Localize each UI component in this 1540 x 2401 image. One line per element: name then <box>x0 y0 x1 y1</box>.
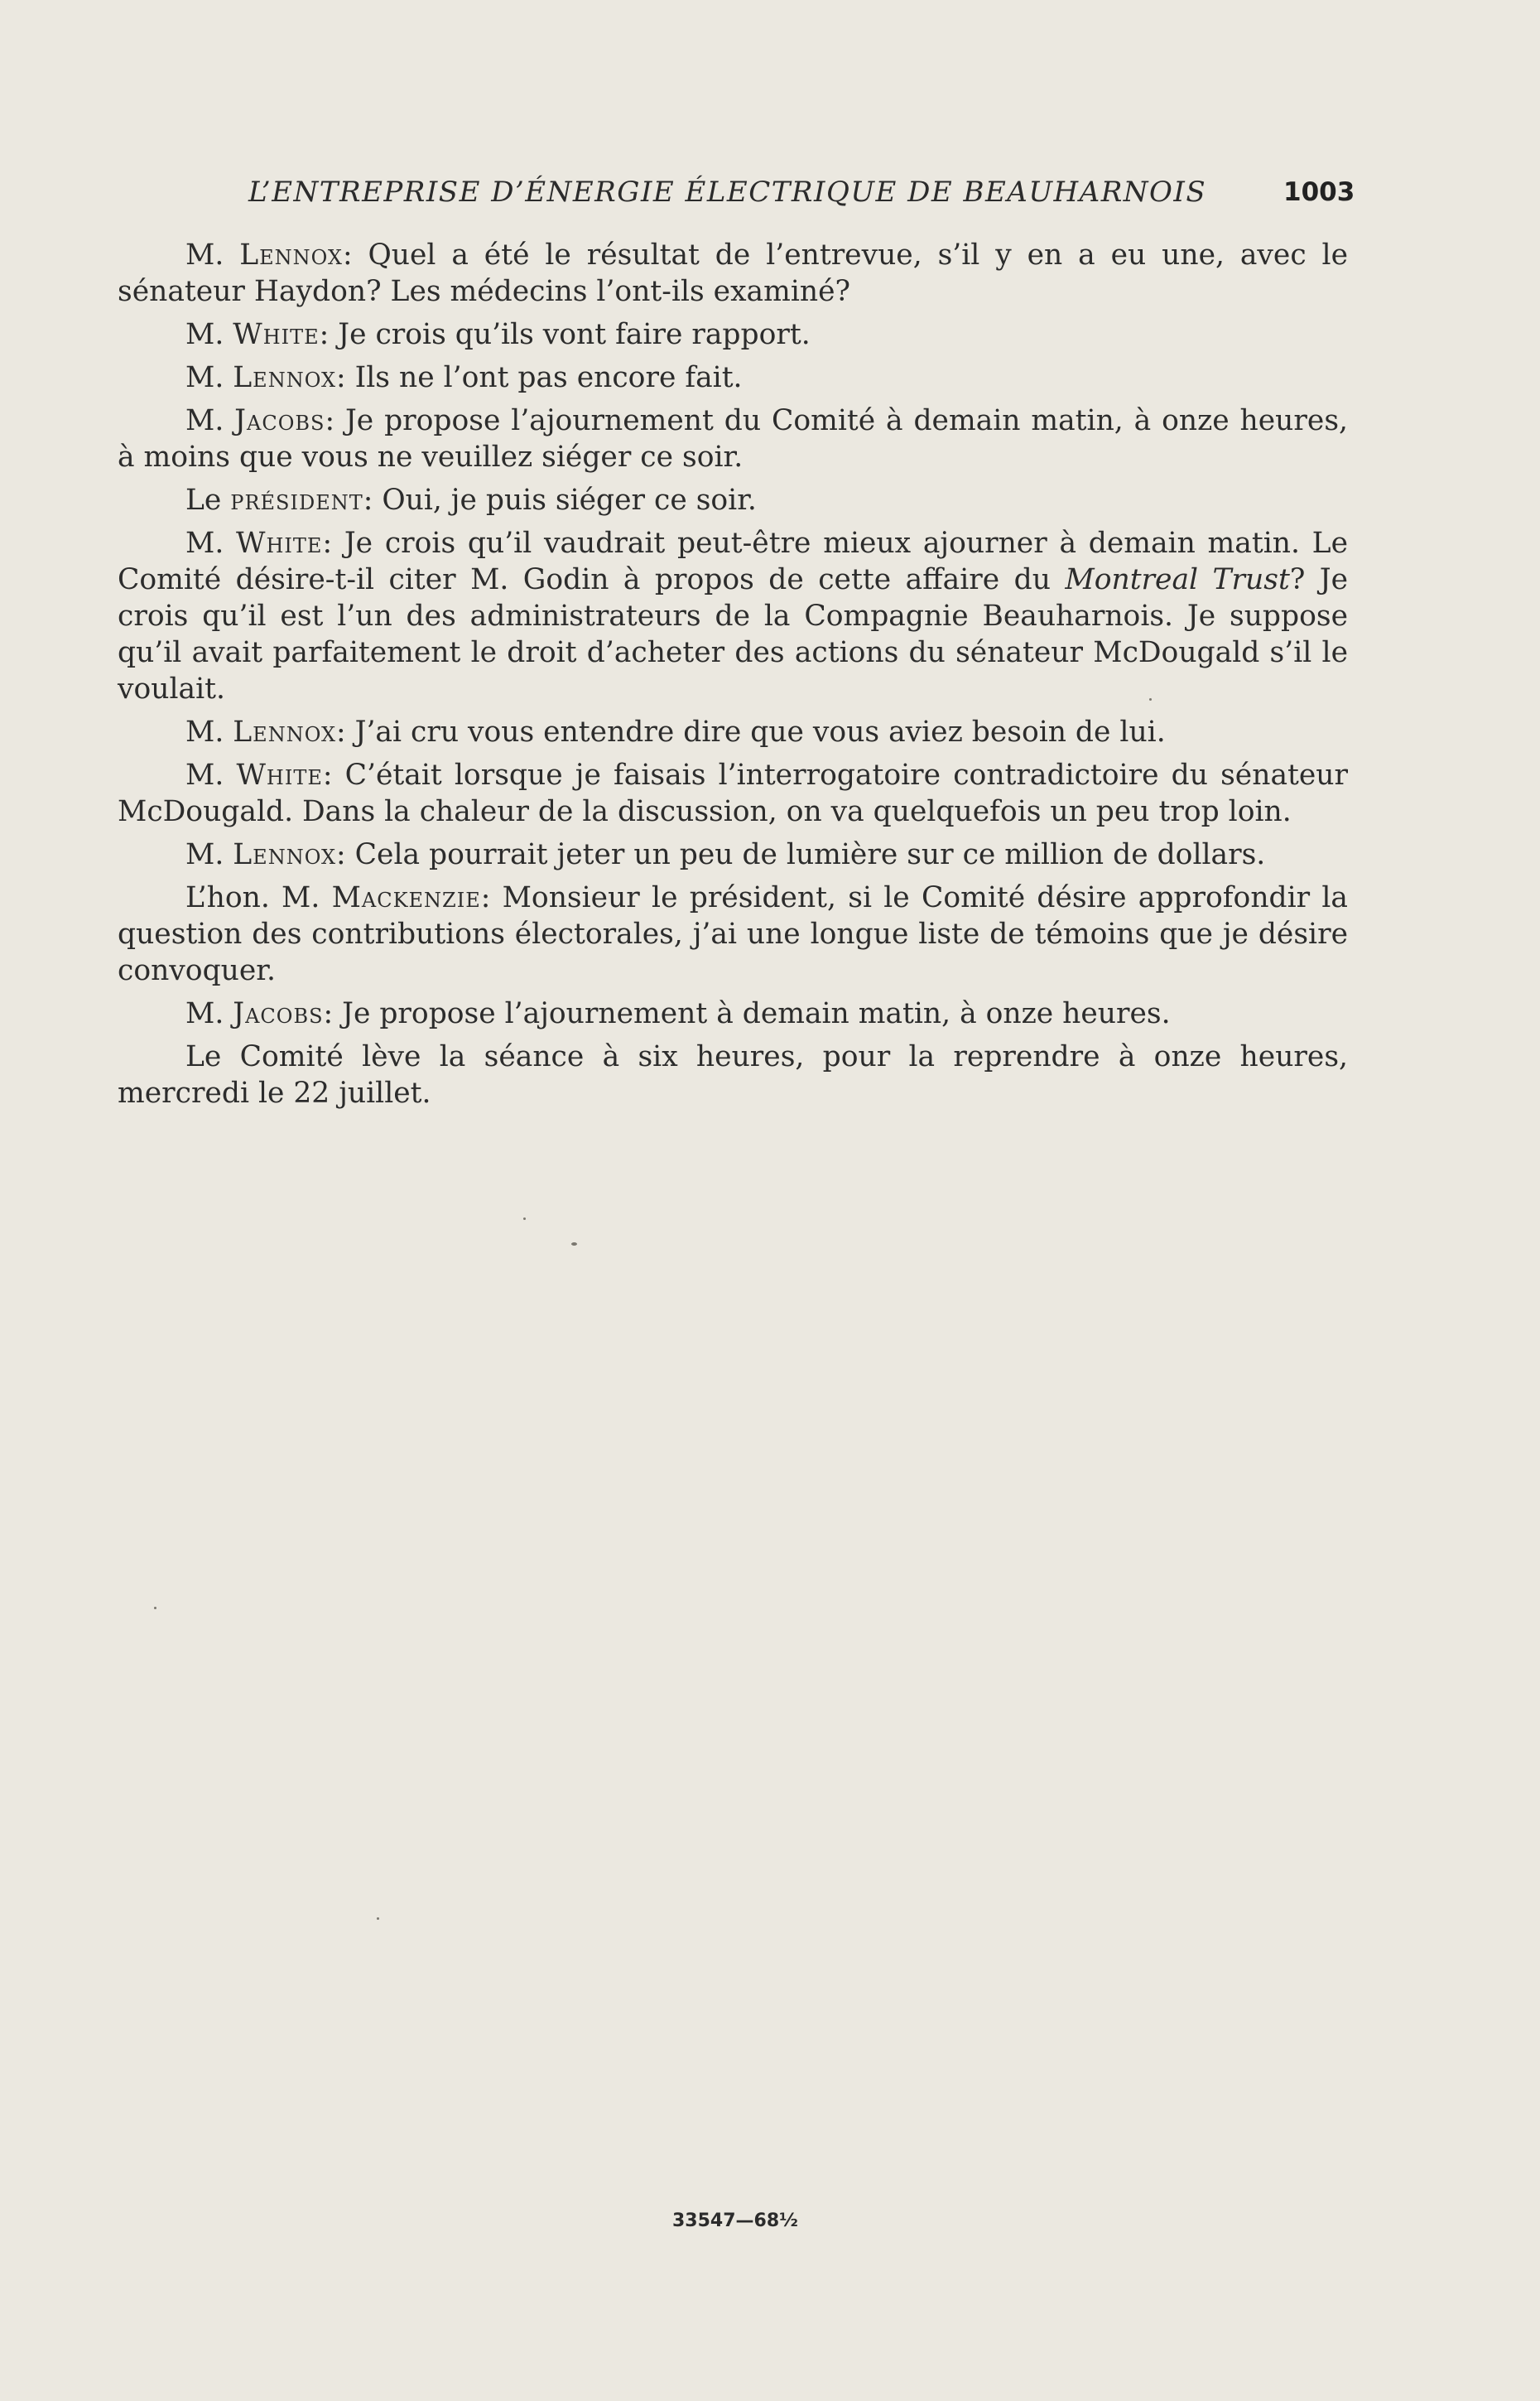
paragraph-text: : Ils ne l’ont pas encore fait. <box>336 361 743 394</box>
speaker-prefix: M. <box>185 527 237 560</box>
paragraph-text: : Monsieur le président, si le Comité désire approfondir la question des contributions électorales, j’ai une longue liste de témoins que je désire convoquer. <box>118 881 1349 987</box>
speaker-name: White <box>233 318 320 351</box>
running-title: L’ENTREPRISE D’ÉNERGIE ÉLECTRIQUE DE BEAUHARNOIS <box>248 176 1207 209</box>
paragraph-italic-text: Montreal Trust <box>1065 563 1290 596</box>
transcript-body <box>118 237 1348 1118</box>
paragraph-text: : Je crois qu’il vaudrait peut-être mieux ajourner à demain matin. Le Comité désire-t-il citer M. Godin à propos de cette affaire du <box>118 527 1348 596</box>
paragraph-text: : Je propose l’ajournement du Comité à demain matin, à onze heures, à moins que vous ne veuillez siéger ce soir. <box>118 404 1348 474</box>
paragraph-text: : J’ai cru vous entendre dire que vous aviez besoin de lui. <box>336 716 1166 749</box>
speaker-prefix: M. <box>185 361 233 394</box>
paragraph-jacobs-onze-heures <box>118 996 1348 1032</box>
speaker-prefix: M. <box>185 759 237 792</box>
paper-speck <box>377 1917 379 1920</box>
paragraph-white-godin <box>118 525 1348 707</box>
paragraph-text: : C’était lorsque je faisais l’interrogatoire contradictoire du sénateur McDougald. Dans la chaleur de la discussion, on va quelquefois un peu trop loin. <box>118 759 1349 828</box>
paper-speck <box>1149 698 1152 701</box>
speaker-name: Jacobs <box>233 997 324 1030</box>
paragraph-text: : Oui, je puis siéger ce soir. <box>363 484 757 517</box>
paragraph-lennox-haydon <box>118 237 1348 310</box>
paragraph-text: : Quel a été le résultat de l’entrevue, s’il y en a eu une, avec le sénateur Haydon? Les médecins l’ont-ils examiné? <box>118 239 1348 308</box>
paper-speck <box>523 1217 526 1220</box>
page-number: 1003 <box>1283 177 1355 207</box>
speaker-prefix: L’hon. M. <box>185 881 332 914</box>
paragraph-lennox-fait <box>118 359 1348 396</box>
speaker-name: Lennox <box>239 239 343 272</box>
paragraph-white-rapport <box>118 316 1348 353</box>
speaker-name: White <box>236 527 323 560</box>
paragraph-text: : Je propose l’ajournement à demain matin, à onze heures. <box>323 997 1171 1030</box>
speaker-prefix: M. <box>185 239 240 272</box>
speaker-name: Lennox <box>233 361 337 394</box>
paragraph-jacobs-ajournement <box>118 403 1348 475</box>
speaker-prefix: M. <box>185 404 235 437</box>
speaker-name: Jacobs <box>234 404 325 437</box>
paper-speck <box>571 1242 577 1246</box>
paragraph-mackenzie-temoins <box>118 880 1348 989</box>
speaker-prefix: M. <box>185 716 233 749</box>
paragraph-president-sieger <box>118 482 1348 518</box>
speaker-name: Mackenzie <box>331 881 481 914</box>
speaker-name: président <box>230 484 363 517</box>
speaker-name: Lennox <box>233 838 337 871</box>
paragraph-lennox-million <box>118 836 1348 873</box>
paragraph-text: ? Je crois qu’il est l’un des administrateurs de la Compagnie Beauharnois. Je suppose qu’il avait parfaitement le droit d’acheter des actions du sénateur McDougald s’il le voulait. <box>118 563 1349 706</box>
speaker-prefix: M. <box>185 997 233 1030</box>
speaker-name: White <box>236 759 323 792</box>
paper-speck <box>154 1607 156 1609</box>
paragraph-text: : Cela pourrait jeter un peu de lumière sur ce million de dollars. <box>336 838 1266 871</box>
speaker-prefix: M. <box>185 318 233 351</box>
paragraph-white-interrogatoire <box>118 757 1348 830</box>
speaker-prefix: M. <box>185 838 233 871</box>
paragraph-seance-levee <box>118 1039 1348 1111</box>
page-header <box>0 176 1540 214</box>
speaker-prefix: Le <box>185 484 231 517</box>
paragraph-text: Le Comité lève la séance à six heures, pour la reprendre à onze heures, mercredi le 22 juillet. <box>118 1040 1348 1110</box>
speaker-name: Lennox <box>233 716 337 749</box>
paragraph-lennox-besoin <box>118 714 1348 750</box>
paragraph-text: : Je crois qu’ils vont faire rapport. <box>319 318 811 351</box>
printer-signature-code: 33547—68½ <box>672 2211 798 2231</box>
